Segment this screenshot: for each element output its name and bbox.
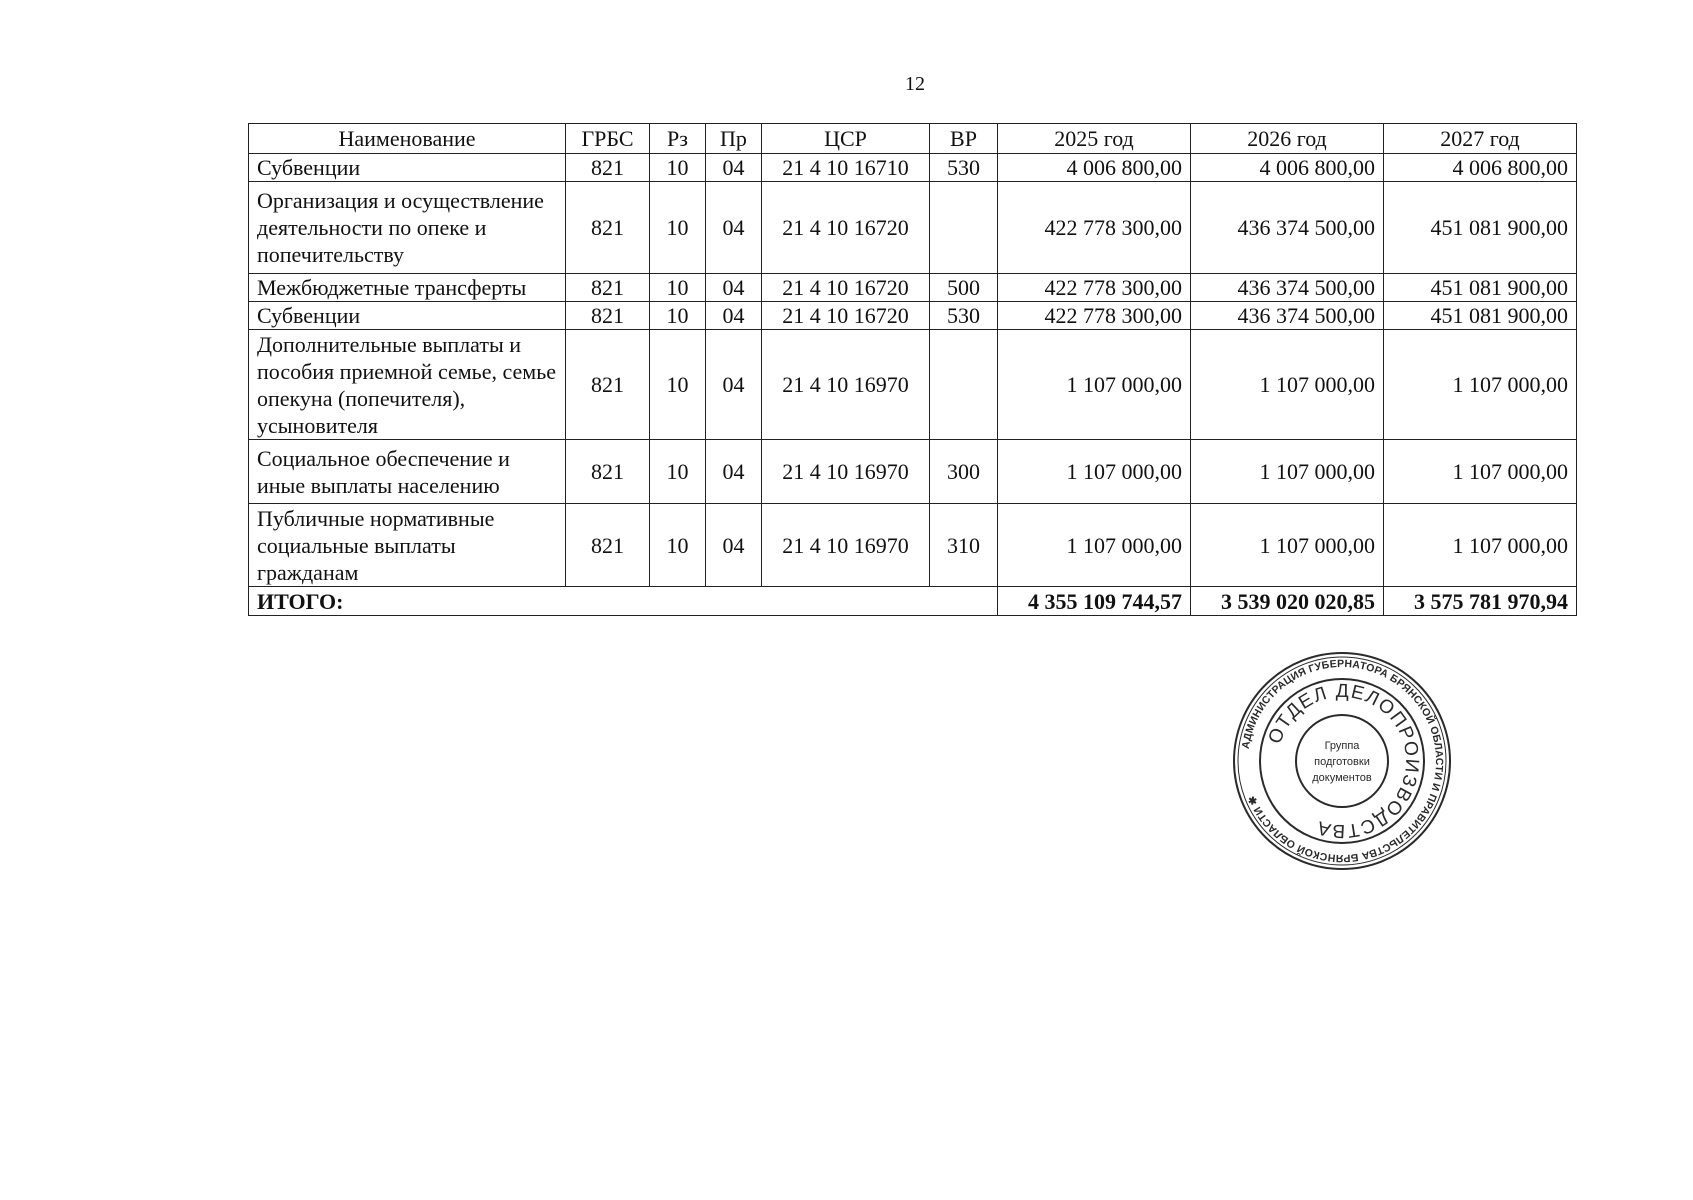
header-2025: 2025 год [998,124,1191,154]
row-rz: 10 [650,274,706,302]
header-vr: ВР [930,124,998,154]
row-grbs: 821 [566,504,650,587]
row-2025: 1 107 000,00 [998,440,1191,504]
row-2027: 1 107 000,00 [1384,504,1577,587]
row-csr: 21 4 10 16720 [762,302,930,330]
row-pr: 04 [706,182,762,274]
row-2025: 422 778 300,00 [998,274,1191,302]
row-vr: 300 [930,440,998,504]
row-rz: 10 [650,182,706,274]
header-2027: 2027 год [1384,124,1577,154]
row-2025: 422 778 300,00 [998,302,1191,330]
table-row [249,504,1577,587]
row-pr: 04 [706,274,762,302]
row-name: Организация и осуществление деятельности по опеке и попечительству [249,182,566,274]
row-2027: 1 107 000,00 [1384,440,1577,504]
row-name: Социальное обеспечение и иные выплаты населению [249,440,566,504]
table-row [249,330,1577,440]
table-row [249,154,1577,182]
row-pr: 04 [706,154,762,182]
office-stamp [1232,651,1452,871]
header-rz: Рз [650,124,706,154]
table-row [249,302,1577,330]
row-name: Субвенции [249,154,566,182]
row-rz: 10 [650,330,706,440]
row-name: Дополнительные выплаты и пособия приемной семье, семье опекуна (попечителя), усыновителя [249,330,566,440]
row-vr: 500 [930,274,998,302]
row-vr: 530 [930,302,998,330]
table-row [249,274,1577,302]
row-2026: 436 374 500,00 [1191,302,1384,330]
row-2025: 4 006 800,00 [998,154,1191,182]
row-2025: 1 107 000,00 [998,330,1191,440]
row-rz: 10 [650,504,706,587]
row-2026: 436 374 500,00 [1191,274,1384,302]
row-name: Субвенции [249,302,566,330]
total-2025: 4 355 109 744,57 [998,587,1191,616]
row-vr: 310 [930,504,998,587]
row-2027: 451 081 900,00 [1384,302,1577,330]
row-2027: 451 081 900,00 [1384,274,1577,302]
row-pr: 04 [706,504,762,587]
row-2027: 1 107 000,00 [1384,330,1577,440]
row-grbs: 821 [566,440,650,504]
row-grbs: 821 [566,330,650,440]
row-name: Публичные нормативные социальные выплаты гражданам [249,504,566,587]
row-2025: 1 107 000,00 [998,504,1191,587]
row-csr: 21 4 10 16970 [762,330,930,440]
row-csr: 21 4 10 16720 [762,182,930,274]
row-2027: 4 006 800,00 [1384,154,1577,182]
header-csr: ЦСР [762,124,930,154]
total-2026: 3 539 020 020,85 [1191,587,1384,616]
row-grbs: 821 [566,274,650,302]
stamp-outer-text: АДМИНИСТРАЦИЯ ГУБЕРНАТОРА БРЯНСКОЙ ОБЛАСТИ И ПРАВИТЕЛЬСТВА БРЯНСКОЙ ОБЛАСТИ ✱ [1239,657,1446,865]
header-name: Наименование [249,124,566,154]
row-grbs: 821 [566,154,650,182]
header-grbs: ГРБС [566,124,650,154]
row-rz: 10 [650,154,706,182]
row-2027: 451 081 900,00 [1384,182,1577,274]
row-rz: 10 [650,302,706,330]
row-pr: 04 [706,302,762,330]
row-grbs: 821 [566,302,650,330]
row-2026: 1 107 000,00 [1191,504,1384,587]
row-2026: 436 374 500,00 [1191,182,1384,274]
row-csr: 21 4 10 16970 [762,504,930,587]
row-vr [930,182,998,274]
row-2026: 1 107 000,00 [1191,330,1384,440]
total-row [249,587,1577,616]
budget-table [248,123,1577,616]
total-label: ИТОГО: [249,587,998,616]
row-grbs: 821 [566,182,650,274]
table-row [249,182,1577,274]
row-pr: 04 [706,330,762,440]
stamp-center-line-1: Группа [1324,740,1360,752]
row-pr: 04 [706,440,762,504]
table-header-row [249,124,1577,154]
stamp-ring-text: ОТДЕЛ ДЕЛОПРОИЗВОДСТВА [1264,680,1423,842]
header-2026: 2026 год [1191,124,1384,154]
row-2026: 4 006 800,00 [1191,154,1384,182]
row-2026: 1 107 000,00 [1191,440,1384,504]
stamp-center-line-2: подготовки [1314,756,1370,768]
row-vr: 530 [930,154,998,182]
row-csr: 21 4 10 16710 [762,154,930,182]
total-2027: 3 575 781 970,94 [1384,587,1577,616]
header-pr: Пр [706,124,762,154]
row-rz: 10 [650,440,706,504]
row-2025: 422 778 300,00 [998,182,1191,274]
stamp-center-line-3: документов [1312,772,1372,784]
row-csr: 21 4 10 16970 [762,440,930,504]
row-name: Межбюджетные трансферты [249,274,566,302]
row-vr [930,330,998,440]
page-number: 12 [905,73,925,95]
row-csr: 21 4 10 16720 [762,274,930,302]
table-row [249,440,1577,504]
